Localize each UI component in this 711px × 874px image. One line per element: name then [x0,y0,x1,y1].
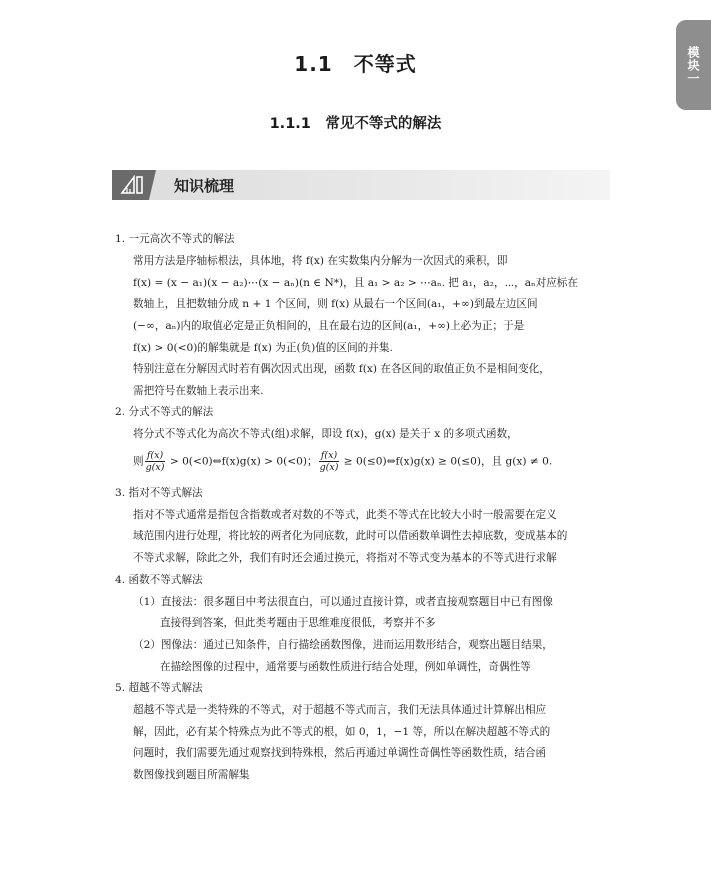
ruler-triangle-icon [112,170,156,200]
item-4-sub-2: （2）图像法：通过已知条件，自行描绘函数图像，进而运用数形结合，观察出题目结果， [133,639,553,651]
section-subtitle: 1.1.1 常见不等式的解法 [269,116,442,132]
item-5-heading: 5. 超越不等式解法 [115,682,203,694]
knowledge-section-banner [112,170,610,200]
item-1-heading: 1. 一元高次不等式的解法 [115,233,235,245]
formula-part-1: > 0(<0)⇔f(x)g(x) > 0(<0)； [166,455,318,468]
fraction-f-over-g: $\frac{f(x)}{g(x)}$ [319,450,339,473]
item-4-sub-1: （1）直接法：很多题目中考法很直白，可以通过直接计算，或者直接观察题目中已有图像 [133,596,553,608]
item-5-line: 数图像找到题目所需解集 [133,769,250,781]
item-2-line: 将分式不等式化为高次不等式(组)求解，即设 f(x)，g(x) 是关于 x 的多项式函数， [133,428,518,440]
item-3-line: 指对不等式通常是指包含指数或者对数的不等式，此类不等式在比较大小时一般需要在定义 [133,509,557,521]
formula-part-2: ≥ 0(≤0)⇔f(x)g(x) ≥ 0(≤0)，且 g(x) ≠ 0. [340,455,553,468]
item-4-sub-2-cont: 在描绘图像的过程中，通常要与函数性质进行结合处理，例如单调性，奇偶性等 [160,661,531,673]
module-side-tab-label: 模块一 [686,45,700,85]
fraction-f-over-g: $\frac{f(x)}{g(x)}$ [145,450,165,473]
item-2-formula [133,450,552,473]
item-4-heading: 4. 函数不等式解法 [115,574,203,586]
item-1-line: 数轴上，且把数轴分成 n + 1 个区间，则 f(x) 从最右一个区间(a₁，+∞)到最左边区间 [133,298,538,310]
formula-prefix: 则 [133,455,144,468]
item-4-sub-1-cont: 直接得到答案，但此类考题由于思维难度很低，考察并不多 [160,617,436,629]
chapter-title: 1.1 不等式 [294,52,417,76]
item-2-heading: 2. 分式不等式的解法 [115,406,214,418]
item-5-line: 解，因此，必有某个特殊点为此不等式的根，如 0，1，−1 等，所以在解决超越不等式的 [133,726,551,738]
item-5-line: 超越不等式是一类特殊的不等式，对于超越不等式而言，我们无法具体通过计算解出相应 [133,704,547,716]
item-1-line: 常用方法是序轴标根法，具体地，将 f(x) 在实数集内分解为一次因式的乘积，即 [133,255,508,267]
section-label: 知识梳理 [174,177,235,195]
item-3-line: 域范围内进行处理，将比较的两者化为同底数，此时可以借函数单调性去掉底数，变成基本的 [133,530,568,542]
item-5-line: 问题时，我们需要先通过观察找到特殊根，然后再通过单调性奇偶性等函数性质，结合函 [133,747,547,759]
item-3-line: 不等式求解，除此之外，我们有时还会通过换元，将指对不等式变为基本的不等式进行求解 [133,552,557,564]
item-1-line: (−∞，aₙ)内的取值必定是正负相间的，且在最右边的区间(a₁，+∞)上必为正；于是 [133,320,525,332]
item-1-line: 需把符号在数轴上表示出来. [133,385,264,397]
item-1-line: f(x) = (x − a₁)(x − a₂)⋯(x − aₙ)(n ∈ N*)，且 a₁ > a₂ > ⋯aₙ. 把 a₁，a₂，⋯，aₙ对应标在 [133,277,578,289]
item-1-line: f(x) > 0(<0)的解集就是 f(x) 为正(负)值的区间的并集. [133,342,393,354]
item-3-heading: 3. 指对不等式解法 [115,487,203,499]
item-1-line: 特别注意在分解因式时若有偶次因式出现，函数 f(x) 在各区间的取值正负不是相间变化， [133,363,550,375]
